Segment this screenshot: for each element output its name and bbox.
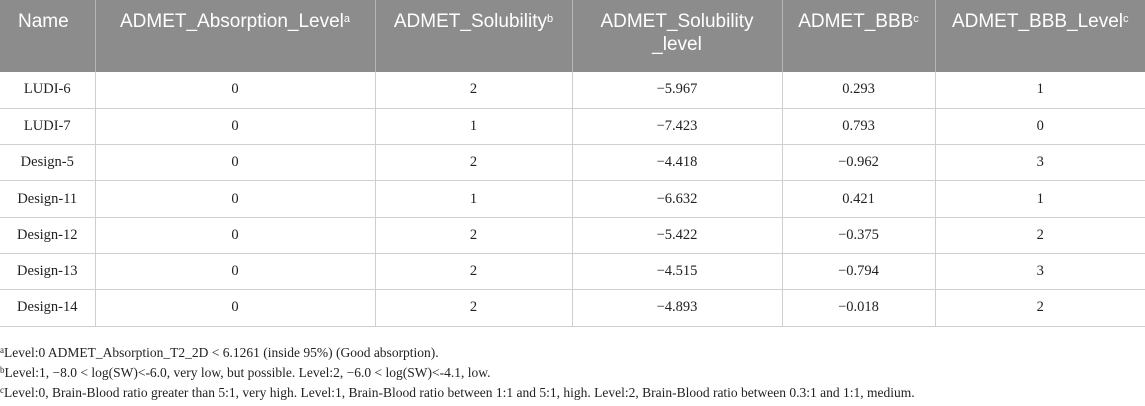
cell-absorption-level: 0 — [95, 145, 375, 181]
cell-solubility-level: −4.515 — [572, 253, 782, 289]
header-absorption-level — [95, 0, 375, 72]
cell-name: LUDI-7 — [0, 108, 95, 144]
footnote-a — [0, 343, 1140, 363]
cell-solubility-level: −4.893 — [572, 290, 782, 326]
cell-solubility-level: −5.422 — [572, 217, 782, 253]
cell-solubility-level: −6.632 — [572, 181, 782, 217]
footnote-b — [0, 363, 1140, 383]
table-row — [0, 290, 1145, 326]
table-header — [0, 0, 1145, 72]
cell-absorption-level: 0 — [95, 181, 375, 217]
cell-absorption-level: 0 — [95, 72, 375, 108]
cell-bbb-level: 0 — [935, 108, 1145, 144]
cell-bbb-level: 3 — [935, 145, 1145, 181]
header-bbb — [782, 0, 935, 72]
header-name — [0, 0, 95, 72]
cell-name: Design-11 — [0, 181, 95, 217]
cell-absorption-level: 0 — [95, 108, 375, 144]
footnote-mark-c: c — [1123, 13, 1129, 25]
cell-solubility: 2 — [375, 290, 572, 326]
cell-absorption-level: 0 — [95, 290, 375, 326]
cell-bbb: 0.293 — [782, 72, 935, 108]
footnote-text: Level:1, −8.0 < log(SW)<-6.0, very low, but possible. Level:2, −6.0 < log(SW)<-4.1, low. — [4, 365, 491, 380]
cell-name: Design-5 — [0, 145, 95, 181]
table-row — [0, 181, 1145, 217]
table-row — [0, 253, 1145, 289]
cell-name: Design-13 — [0, 253, 95, 289]
cell-bbb: −0.794 — [782, 253, 935, 289]
header-solubility-level-label: ADMET_Solubility _level — [600, 11, 754, 55]
cell-bbb: 0.793 — [782, 108, 935, 144]
cell-solubility-level: −5.967 — [572, 72, 782, 108]
footnote-mark-a: a — [343, 13, 350, 25]
header-row — [0, 0, 1145, 72]
cell-solubility: 2 — [375, 253, 572, 289]
cell-bbb: −0.375 — [782, 217, 935, 253]
header-solubility — [375, 0, 572, 72]
table-row — [0, 108, 1145, 144]
table-body — [0, 72, 1145, 326]
cell-name: Design-14 — [0, 290, 95, 326]
footnote-mark-c: c — [913, 13, 919, 25]
cell-bbb: −0.962 — [782, 145, 935, 181]
header-bbb-level — [935, 0, 1145, 72]
footnote-text: Level:0 ADMET_Absorption_T2_2D < 6.1261 (inside 95%) (Good absorption). — [4, 345, 439, 360]
table-row — [0, 145, 1145, 181]
footnote-mark: c — [0, 385, 4, 395]
table-row — [0, 72, 1145, 108]
footnote-mark: a — [0, 345, 4, 355]
cell-bbb-level: 1 — [935, 181, 1145, 217]
cell-bbb: 0.421 — [782, 181, 935, 217]
cell-bbb-level: 1 — [935, 72, 1145, 108]
table-row — [0, 217, 1145, 253]
table-footnotes — [0, 343, 1140, 403]
cell-solubility: 2 — [375, 217, 572, 253]
header-name-label: Name — [18, 11, 69, 32]
cell-bbb-level: 2 — [935, 217, 1145, 253]
header-bbb-level-label: ADMET_BBB_Level — [951, 11, 1124, 32]
cell-absorption-level: 0 — [95, 217, 375, 253]
header-absorption-level-label: ADMET_Absorption_Level — [119, 11, 344, 32]
footnote-c — [0, 383, 1140, 403]
header-solubility-level — [572, 0, 782, 72]
header-solubility-label: ADMET_Solubility — [393, 11, 547, 32]
cell-solubility: 1 — [375, 108, 572, 144]
cell-bbb-level: 3 — [935, 253, 1145, 289]
cell-solubility-level: −4.418 — [572, 145, 782, 181]
footnote-mark: b — [0, 365, 5, 375]
cell-solubility: 1 — [375, 181, 572, 217]
cell-bbb: −0.018 — [782, 290, 935, 326]
cell-solubility: 2 — [375, 145, 572, 181]
cell-solubility-level: −7.423 — [572, 108, 782, 144]
cell-solubility: 2 — [375, 72, 572, 108]
footnote-text: Level:0, Brain-Blood ratio greater than 5:1, very high. Level:1, Brain-Blood ratio between 1:1 and 5:1, high. Level:2, Brain-Blood ratio between 0.3:1 and 1:1, medium. — [4, 385, 915, 400]
cell-absorption-level: 0 — [95, 253, 375, 289]
cell-name: LUDI-6 — [0, 72, 95, 108]
cell-bbb-level: 2 — [935, 290, 1145, 326]
cell-name: Design-12 — [0, 217, 95, 253]
footnote-mark-b: b — [546, 13, 554, 25]
header-bbb-label: ADMET_BBB — [798, 11, 914, 32]
